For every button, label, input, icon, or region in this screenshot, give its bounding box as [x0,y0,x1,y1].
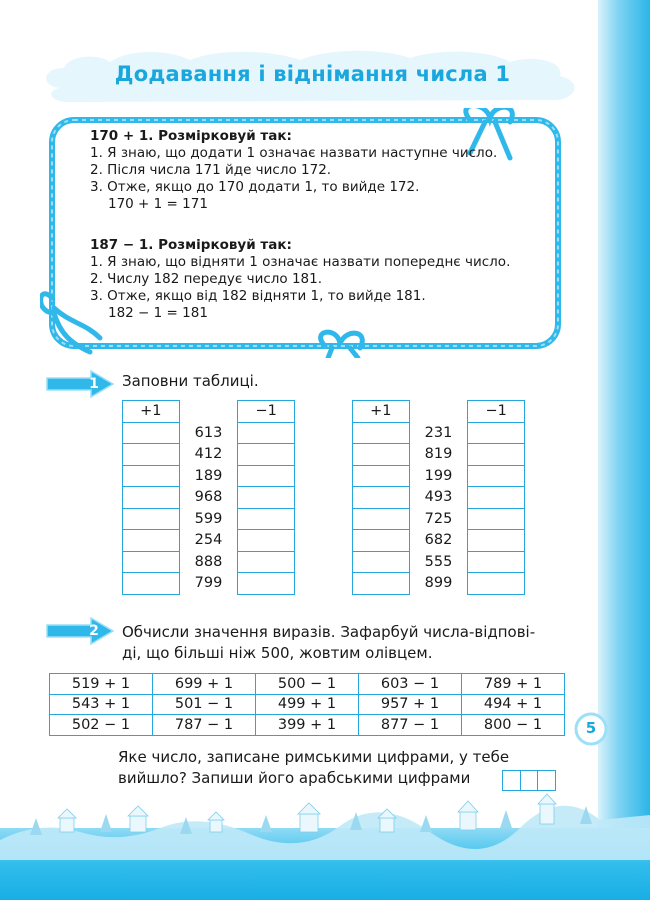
answer-cell[interactable] [468,422,525,444]
page-number: 5 [585,719,597,737]
table-value: 682 [409,530,468,552]
answer-cell[interactable] [468,487,525,509]
table-value: 725 [409,508,468,530]
table-value: 493 [409,487,468,509]
expression-cell[interactable]: 789 + 1 [462,674,565,695]
rule-line: 3. Отже, якщо до 170 додати 1, то вийде 172. [90,179,420,195]
answer-cell[interactable] [468,465,525,487]
rule-line: 2. Після числа 171 йде число 172. [90,162,332,178]
rule-line: 2. Числу 182 передує число 181. [90,271,323,287]
task-arrow-icon [45,370,115,398]
table-value: 199 [409,465,468,487]
right-decor-strip [598,0,650,900]
answer-cell[interactable] [353,573,410,595]
answer-cell[interactable] [238,530,295,552]
expression-cell[interactable]: 499 + 1 [256,694,359,715]
answer-boxes [502,770,555,791]
answer-cell[interactable] [468,444,525,466]
rule-heading: 187 − 1. Розмірковуй так: [90,237,292,253]
expression-grid [49,673,565,736]
table-value: 968 [179,487,238,509]
table-value: 819 [409,444,468,466]
expression-cell[interactable]: 543 + 1 [50,694,153,715]
page-title: Додавання і віднімання числа 1 [114,62,511,86]
table-value: 888 [179,551,238,573]
answer-cell[interactable] [238,444,295,466]
answer-cell[interactable] [468,530,525,552]
answer-cell[interactable] [468,551,525,573]
table-header-plus: +1 [353,401,410,423]
expression-cell[interactable]: 519 + 1 [50,674,153,695]
answer-cell[interactable] [353,422,410,444]
rule-block-subtract [90,237,510,322]
answer-cell[interactable] [123,508,180,530]
expression-cell[interactable]: 399 + 1 [256,715,359,736]
rule-result: 170 + 1 = 171 [108,196,208,212]
task-instruction-line: ді, що більші ніж 500, жовтим олівцем. [122,644,433,662]
task-arrow-icon [45,617,115,645]
answer-cell[interactable] [123,444,180,466]
answer-cell[interactable] [353,444,410,466]
answer-cell[interactable] [123,551,180,573]
roman-question [118,747,509,789]
task-number: 1 [89,376,99,392]
calc-table-left [122,400,295,595]
roman-question-line: вийшло? Запиши його арабськими цифрами [118,769,471,787]
answer-cell[interactable] [353,508,410,530]
answer-cell[interactable] [123,530,180,552]
rule-result: 182 − 1 = 181 [108,305,208,321]
expression-cell[interactable]: 500 − 1 [256,674,359,695]
expression-cell[interactable]: 699 + 1 [153,674,256,695]
answer-cell[interactable] [123,487,180,509]
expression-cell[interactable]: 603 − 1 [359,674,462,695]
table-value: 899 [409,573,468,595]
table-value: 189 [179,465,238,487]
table-value: 799 [179,573,238,595]
expression-cell[interactable]: 501 − 1 [153,694,256,715]
answer-digit-box[interactable] [520,770,539,791]
table-value: 254 [179,530,238,552]
answer-cell[interactable] [238,465,295,487]
answer-digit-box[interactable] [537,770,556,791]
table-value: 613 [179,422,238,444]
answer-cell[interactable] [353,551,410,573]
answer-cell[interactable] [353,487,410,509]
expression-cell[interactable]: 957 + 1 [359,694,462,715]
task-instruction: Заповни таблиці. [122,372,259,390]
calc-table-right [352,400,525,595]
answer-cell[interactable] [238,573,295,595]
rule-line: 1. Я знаю, що додати 1 означає назвати наступне число. [90,145,498,161]
answer-cell[interactable] [353,530,410,552]
rule-line: 1. Я знаю, що відняти 1 означає назвати попереднє число. [90,254,511,270]
rule-block-add [90,128,497,213]
answer-cell[interactable] [238,422,295,444]
winter-landscape-decor [0,790,650,860]
roman-question-line: Яке число, записане римськими цифрами, у тебе [118,748,510,766]
answer-cell[interactable] [468,573,525,595]
answer-cell[interactable] [238,551,295,573]
task-number: 2 [89,623,99,639]
rule-line: 3. Отже, якщо від 182 відняти 1, то вийде 181. [90,288,426,304]
expression-cell[interactable]: 877 − 1 [359,715,462,736]
table-value: 599 [179,508,238,530]
table-header-minus: −1 [468,401,525,423]
table-value: 231 [409,422,468,444]
answer-cell[interactable] [123,422,180,444]
expression-cell[interactable]: 800 − 1 [462,715,565,736]
answer-cell[interactable] [238,508,295,530]
answer-cell[interactable] [238,487,295,509]
expression-cell[interactable]: 787 − 1 [153,715,256,736]
expression-cell[interactable]: 502 − 1 [50,715,153,736]
rule-heading: 170 + 1. Розмірковуй так: [90,128,292,144]
answer-cell[interactable] [468,508,525,530]
answer-cell[interactable] [123,465,180,487]
answer-cell[interactable] [123,573,180,595]
table-value: 412 [179,444,238,466]
task-instruction [122,622,535,664]
expression-cell[interactable]: 494 + 1 [462,694,565,715]
table-header-minus: −1 [238,401,295,423]
table-value: 555 [409,551,468,573]
table-header-plus: +1 [123,401,180,423]
task-instruction-line: Обчисли значення виразів. Зафарбуй числа-відпові- [122,623,536,641]
answer-cell[interactable] [353,465,410,487]
answer-digit-box[interactable] [502,770,521,791]
